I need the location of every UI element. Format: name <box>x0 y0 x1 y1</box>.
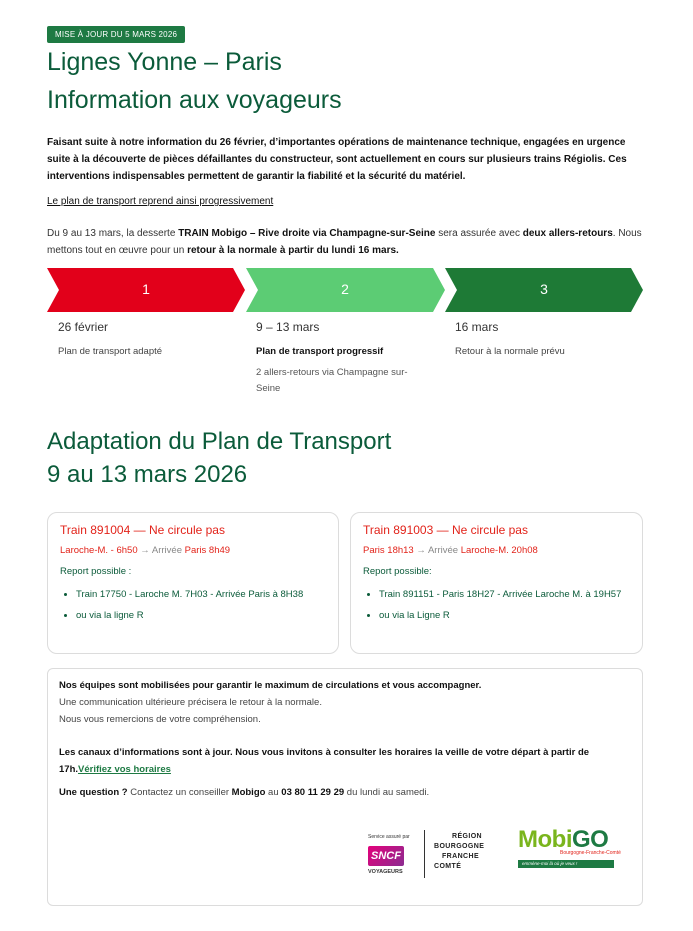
sncf-voyageurs: VOYAGEURS <box>368 869 403 875</box>
notice-line3: Nous vous remercions de votre compréhension. <box>59 714 261 725</box>
list-item: • Train 891151 - Paris 18H27 - Arrivée Laroche M. à 19H57 <box>379 587 630 603</box>
check-schedules-link[interactable]: Vérifiez vos horaires <box>78 764 171 775</box>
report-label: Report possible: <box>363 566 432 577</box>
train-route <box>363 545 630 556</box>
p2-text-c: sera assurée avec <box>435 228 523 239</box>
step-2-details <box>256 320 431 397</box>
region-line3: FRANCHE <box>442 853 480 860</box>
step-3-number: 3 <box>540 281 548 297</box>
arrival-label: Arrivée <box>427 545 459 556</box>
mobigo-word-a: Mobi <box>518 826 572 853</box>
logo-divider <box>424 830 425 878</box>
adaptation-title-line1: Adaptation du Plan de Transport <box>47 428 392 455</box>
report-options <box>60 587 326 624</box>
arrow-right-icon: → <box>140 545 150 556</box>
sncf-logo <box>368 834 418 875</box>
mobigo-subtitle: Bourgogne-Franche-Comté <box>560 850 621 856</box>
p2-route: TRAIN Mobigo – Rive droite via Champagne-sur-Seine <box>178 228 436 239</box>
route-to: Paris 8h49 <box>184 545 231 556</box>
update-badge: MISE À JOUR DU 5 MARS 2026 <box>47 26 185 43</box>
step-1-desc: Plan de transport adapté <box>58 346 163 357</box>
report-options <box>363 587 630 624</box>
step-3-desc: Retour à la normale prévu <box>455 346 565 357</box>
schedule-paragraph <box>47 225 647 259</box>
region-logo <box>434 832 484 872</box>
step-1-date: 26 février <box>58 320 109 334</box>
route-to: Laroche-M. 20h08 <box>460 545 538 556</box>
step-3-details <box>455 320 635 359</box>
train-card-891003 <box>350 512 643 654</box>
route-from: Laroche-M. - 6h50 <box>60 545 138 556</box>
intro-paragraph: Faisant suite à notre information du 26 février, d’importantes opérations de maintenance technique, engagées en urgence suite à la découverte de pièces défaillantes du constructeur, sont actuellement en cours sur plusieurs trains Régiolis. Ces interventions indispensables permettent de garantir la fiabilité et la sécurité du matériel. <box>47 137 627 182</box>
region-line2: BOURGOGNE <box>434 843 485 850</box>
mobigo-logo <box>518 826 644 868</box>
train-route <box>60 545 326 556</box>
page-subtitle: Information aux voyageurs <box>47 86 342 114</box>
sncf-caption: Service assuré par <box>368 834 410 840</box>
arrival-label: Arrivée <box>151 545 182 556</box>
list-item: • ou via la Ligne R <box>379 608 630 624</box>
step-2-extra: 2 allers-retours via Champagne sur-Seine <box>256 367 408 394</box>
question-mid: au <box>265 787 282 798</box>
sncf-mark: SNCF <box>368 846 404 866</box>
adaptation-title-line2: 9 au 13 mars 2026 <box>47 461 248 488</box>
partner-logos <box>322 824 642 884</box>
region-line4: COMTÉ <box>434 863 462 870</box>
route-from: Paris 18h13 <box>363 545 414 556</box>
step-2-number: 2 <box>341 281 349 297</box>
channels-text: Les canaux d’informations sont à jour. Nous vous invitons à consulter les horaires la veille de votre départ à partir de 17h. <box>59 747 590 775</box>
mobigo-word-b: GO <box>571 826 609 853</box>
p2-text-a: Du 9 au 13 mars, la desserte <box>47 228 179 239</box>
notice-line2: Une communication ultérieure précisera le retour à la normale. <box>59 697 322 708</box>
phone-number[interactable]: 03 80 11 29 29 <box>281 787 345 798</box>
question-text: Contactez un conseiller <box>127 787 232 798</box>
notice-question <box>59 784 631 801</box>
adaptation-title <box>47 425 391 491</box>
arrow-right-icon: → <box>416 545 426 556</box>
question-brand: Mobigo <box>231 787 266 798</box>
step-2-desc: Plan de transport progressif <box>256 346 384 357</box>
report-label: Report possible : <box>60 566 132 577</box>
question-end: du lundi au samedi. <box>344 787 430 798</box>
question-label: Une question ? <box>59 787 128 798</box>
train-card-891004 <box>47 512 339 654</box>
list-item: • Train 17750 - Laroche M. 7H03 - Arrivée Paris à 8H38 <box>76 587 326 603</box>
mobigo-tagline: emmène-moi là où je veux ! <box>518 860 614 868</box>
train-card-title: Train 891003 — Ne circule pas <box>363 523 528 537</box>
step-3-date: 16 mars <box>455 320 499 334</box>
notice-line1: Nos équipes sont mobilisées pour garantir le maximum de circulations et vous accompagner. <box>59 680 482 691</box>
p2-return: retour à la normale à partir du lundi 16 mars. <box>187 245 399 256</box>
step-2-date: 9 – 13 mars <box>256 320 320 334</box>
step-1-number: 1 <box>142 281 150 297</box>
plan-transport-link[interactable]: Le plan de transport reprend ainsi progressivement <box>47 196 274 207</box>
page-title: Lignes Yonne – Paris <box>47 48 282 76</box>
p2-frequency: deux allers-retours <box>522 228 613 239</box>
region-line1: RÉGION <box>452 833 483 840</box>
notice-channels <box>59 744 631 778</box>
timeline-steps <box>47 268 643 312</box>
p2-text-e: . Nous mettons tout en œuvre pour un <box>47 228 642 256</box>
list-item: • ou via la ligne R <box>76 608 326 624</box>
train-card-title: Train 891004 — Ne circule pas <box>60 523 225 537</box>
step-1-details <box>58 320 238 359</box>
